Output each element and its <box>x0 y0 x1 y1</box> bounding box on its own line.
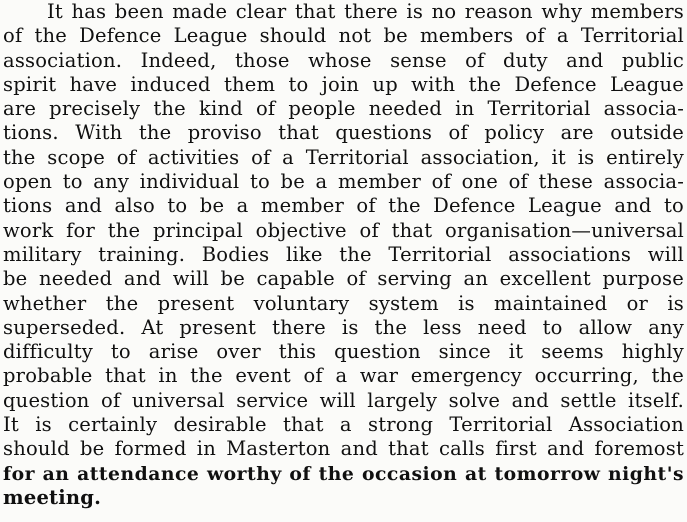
article-line: tions and also to be a member of the Defence League and to <box>3 194 684 218</box>
article-line: It has been made clear that there is no reason why members <box>47 0 684 23</box>
article-line: are precisely the kind of people needed in Territorial associa- <box>3 97 684 121</box>
article-line: spirit have induced them to join up with the Defence League <box>3 72 684 96</box>
article-line: tions. With the proviso that questions of policy are outside <box>3 121 684 145</box>
article-line: for an attendance worthy of the occasion at tomorrow night's <box>3 462 684 485</box>
article-line: the scope of activities of a Territorial association, it is entirely <box>3 145 684 169</box>
article-line: association. Indeed, those whose sense of duty and public <box>3 48 684 72</box>
article-line: difficulty to arise over this question since it seems highly <box>3 340 684 364</box>
article-line: question of universal service will largely solve and settle itself. <box>3 388 684 412</box>
article-line: work for the principal objective of that organisation—universal <box>3 218 684 242</box>
article-line: superseded. At present there is the less need to allow any <box>3 315 684 339</box>
article-line: It is certainly desirable that a strong Territorial Association <box>3 413 684 437</box>
article-paragraph <box>3 0 687 510</box>
article-line: should be formed in Masterton and that calls first and foremost <box>3 437 684 461</box>
article-line: military training. Bodies like the Territorial associations will <box>3 242 684 266</box>
article-line: open to any individual to be a member of one of these associa- <box>3 170 684 194</box>
article-line: probable that in the event of a war emergency occurring, the <box>3 364 684 388</box>
article-line: whether the present voluntary system is maintained or is <box>3 291 684 315</box>
article-line: be needed and will be capable of serving an excellent purpose <box>3 267 684 291</box>
article-line: meeting. <box>3 485 102 509</box>
article-line: of the Defence League should not be members of a Territorial <box>3 24 684 48</box>
